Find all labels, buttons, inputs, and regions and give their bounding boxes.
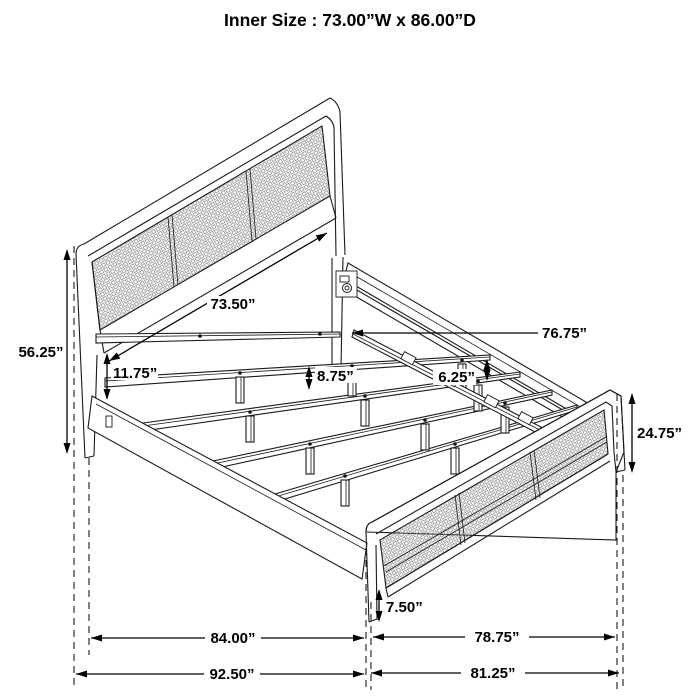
dim-headboard-height — [14, 249, 71, 454]
dim-overall-width — [371, 665, 619, 682]
dim-inner-length — [91, 630, 364, 647]
dim-label-84-00: 84.00” — [210, 630, 256, 647]
slat — [96, 332, 340, 343]
dim-label-11-75: 11.75” — [113, 365, 158, 382]
dim-footboard-leg-height — [376, 589, 425, 622]
dim-label-76-75: 76.75” — [542, 325, 588, 342]
dim-label-78-75: 78.75” — [474, 629, 520, 646]
dim-overall-length — [76, 666, 364, 683]
diagram-title: Inner Size : 73.00”W x 86.00”D — [224, 10, 476, 30]
dim-label-24-75: 24.75” — [637, 425, 683, 442]
rail-bracket — [336, 271, 357, 297]
dim-label-8-75: 8.75” — [317, 368, 354, 385]
dim-label-73-50: 73.50” — [210, 296, 256, 313]
dim-label-92-50: 92.50” — [209, 666, 255, 683]
dim-label-6-25: 6.25” — [438, 369, 475, 386]
dim-label-56-25: 56.25” — [18, 344, 64, 361]
dim-footboard-height — [629, 393, 687, 473]
dim-label-7-50: 7.50” — [386, 599, 423, 616]
dim-footboard-inner-width — [373, 629, 615, 646]
left-side-rail — [88, 396, 367, 579]
dim-label-81-25: 81.25” — [470, 665, 516, 682]
